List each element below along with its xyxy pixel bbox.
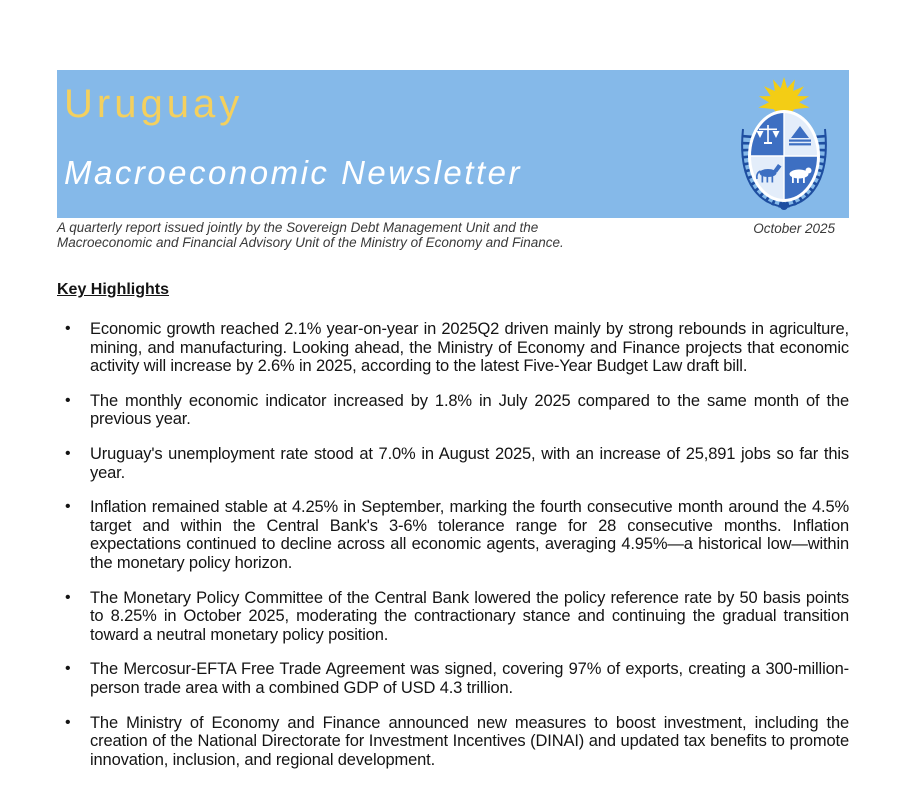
highlight-bullet-trade-agreement: • The Mercosur-EFTA Free Trade Agreement was signed, covering 97% of exports, creating a 300-million-person trade area with a combined GDP of USD 4.3 trillion. [90, 660, 849, 697]
issue-date: October 2025 [753, 221, 835, 236]
report-description-line1: A quarterly report issued jointly by the Sovereign Debt Management Unit and the [57, 220, 539, 235]
highlights-section [57, 281, 849, 769]
highlight-bullet-inflation: • Inflation remained stable at 4.25% in September, marking the fourth consecutive month around the 4.5% target and within the Central Bank's 3-6% tolerance range for 28 consecutive months. Inflation expectations continued to decline across all economic agents, averaging 4.95%—a historical low—within the monetary policy horizon. [90, 498, 849, 572]
highlight-bullet-investment-measures: • The Ministry of Economy and Finance announced new measures to boost investment, including the creation of the National Directorate for Investment Incentives (DINAI) and updated tax benefits to promote innovation, inclusion, and regional development. [90, 714, 849, 770]
highlight-bullet-monthly-indicator: • The monthly economic indicator increased by 1.8% in July 2025 compared to the same month of the previous year. [90, 392, 849, 429]
sun-icon [757, 77, 810, 115]
newsletter-title: Macroeconomic Newsletter [64, 154, 522, 191]
highlight-bullet-gdp-growth: • Economic growth reached 2.1% year-on-year in 2025Q2 driven mainly by strong rebounds in agriculture, mining, and manufacturing. Looking ahead, the Ministry of Economy and Finance projects that economic activity will increase by 2.6% in 2025, according to the latest Five-Year Budget Law draft bill. [90, 320, 849, 376]
highlight-bullet-unemployment: • Uruguay's unemployment rate stood at 7.0% in August 2025, with an increase of 25,891 jobs so far this year. [90, 445, 849, 482]
highlights-list [57, 320, 849, 769]
report-description [57, 221, 564, 251]
report-description-line2: Macroeconomic and Financial Advisory Unit of the Ministry of Economy and Finance. [57, 234, 564, 250]
highlights-heading: Key Highlights [57, 281, 170, 298]
uruguay-coat-of-arms-icon [723, 75, 845, 213]
header-banner [57, 70, 849, 218]
highlight-bullet-policy-rate: • The Monetary Policy Committee of the Central Bank lowered the policy reference rate by 50 basis points to 8.25% in October 2025, moderating the contractionary stance and continuing the gradual transition toward a neutral monetary policy position. [90, 589, 849, 645]
subheader-row [57, 221, 849, 251]
country-title: Uruguay [64, 82, 244, 126]
